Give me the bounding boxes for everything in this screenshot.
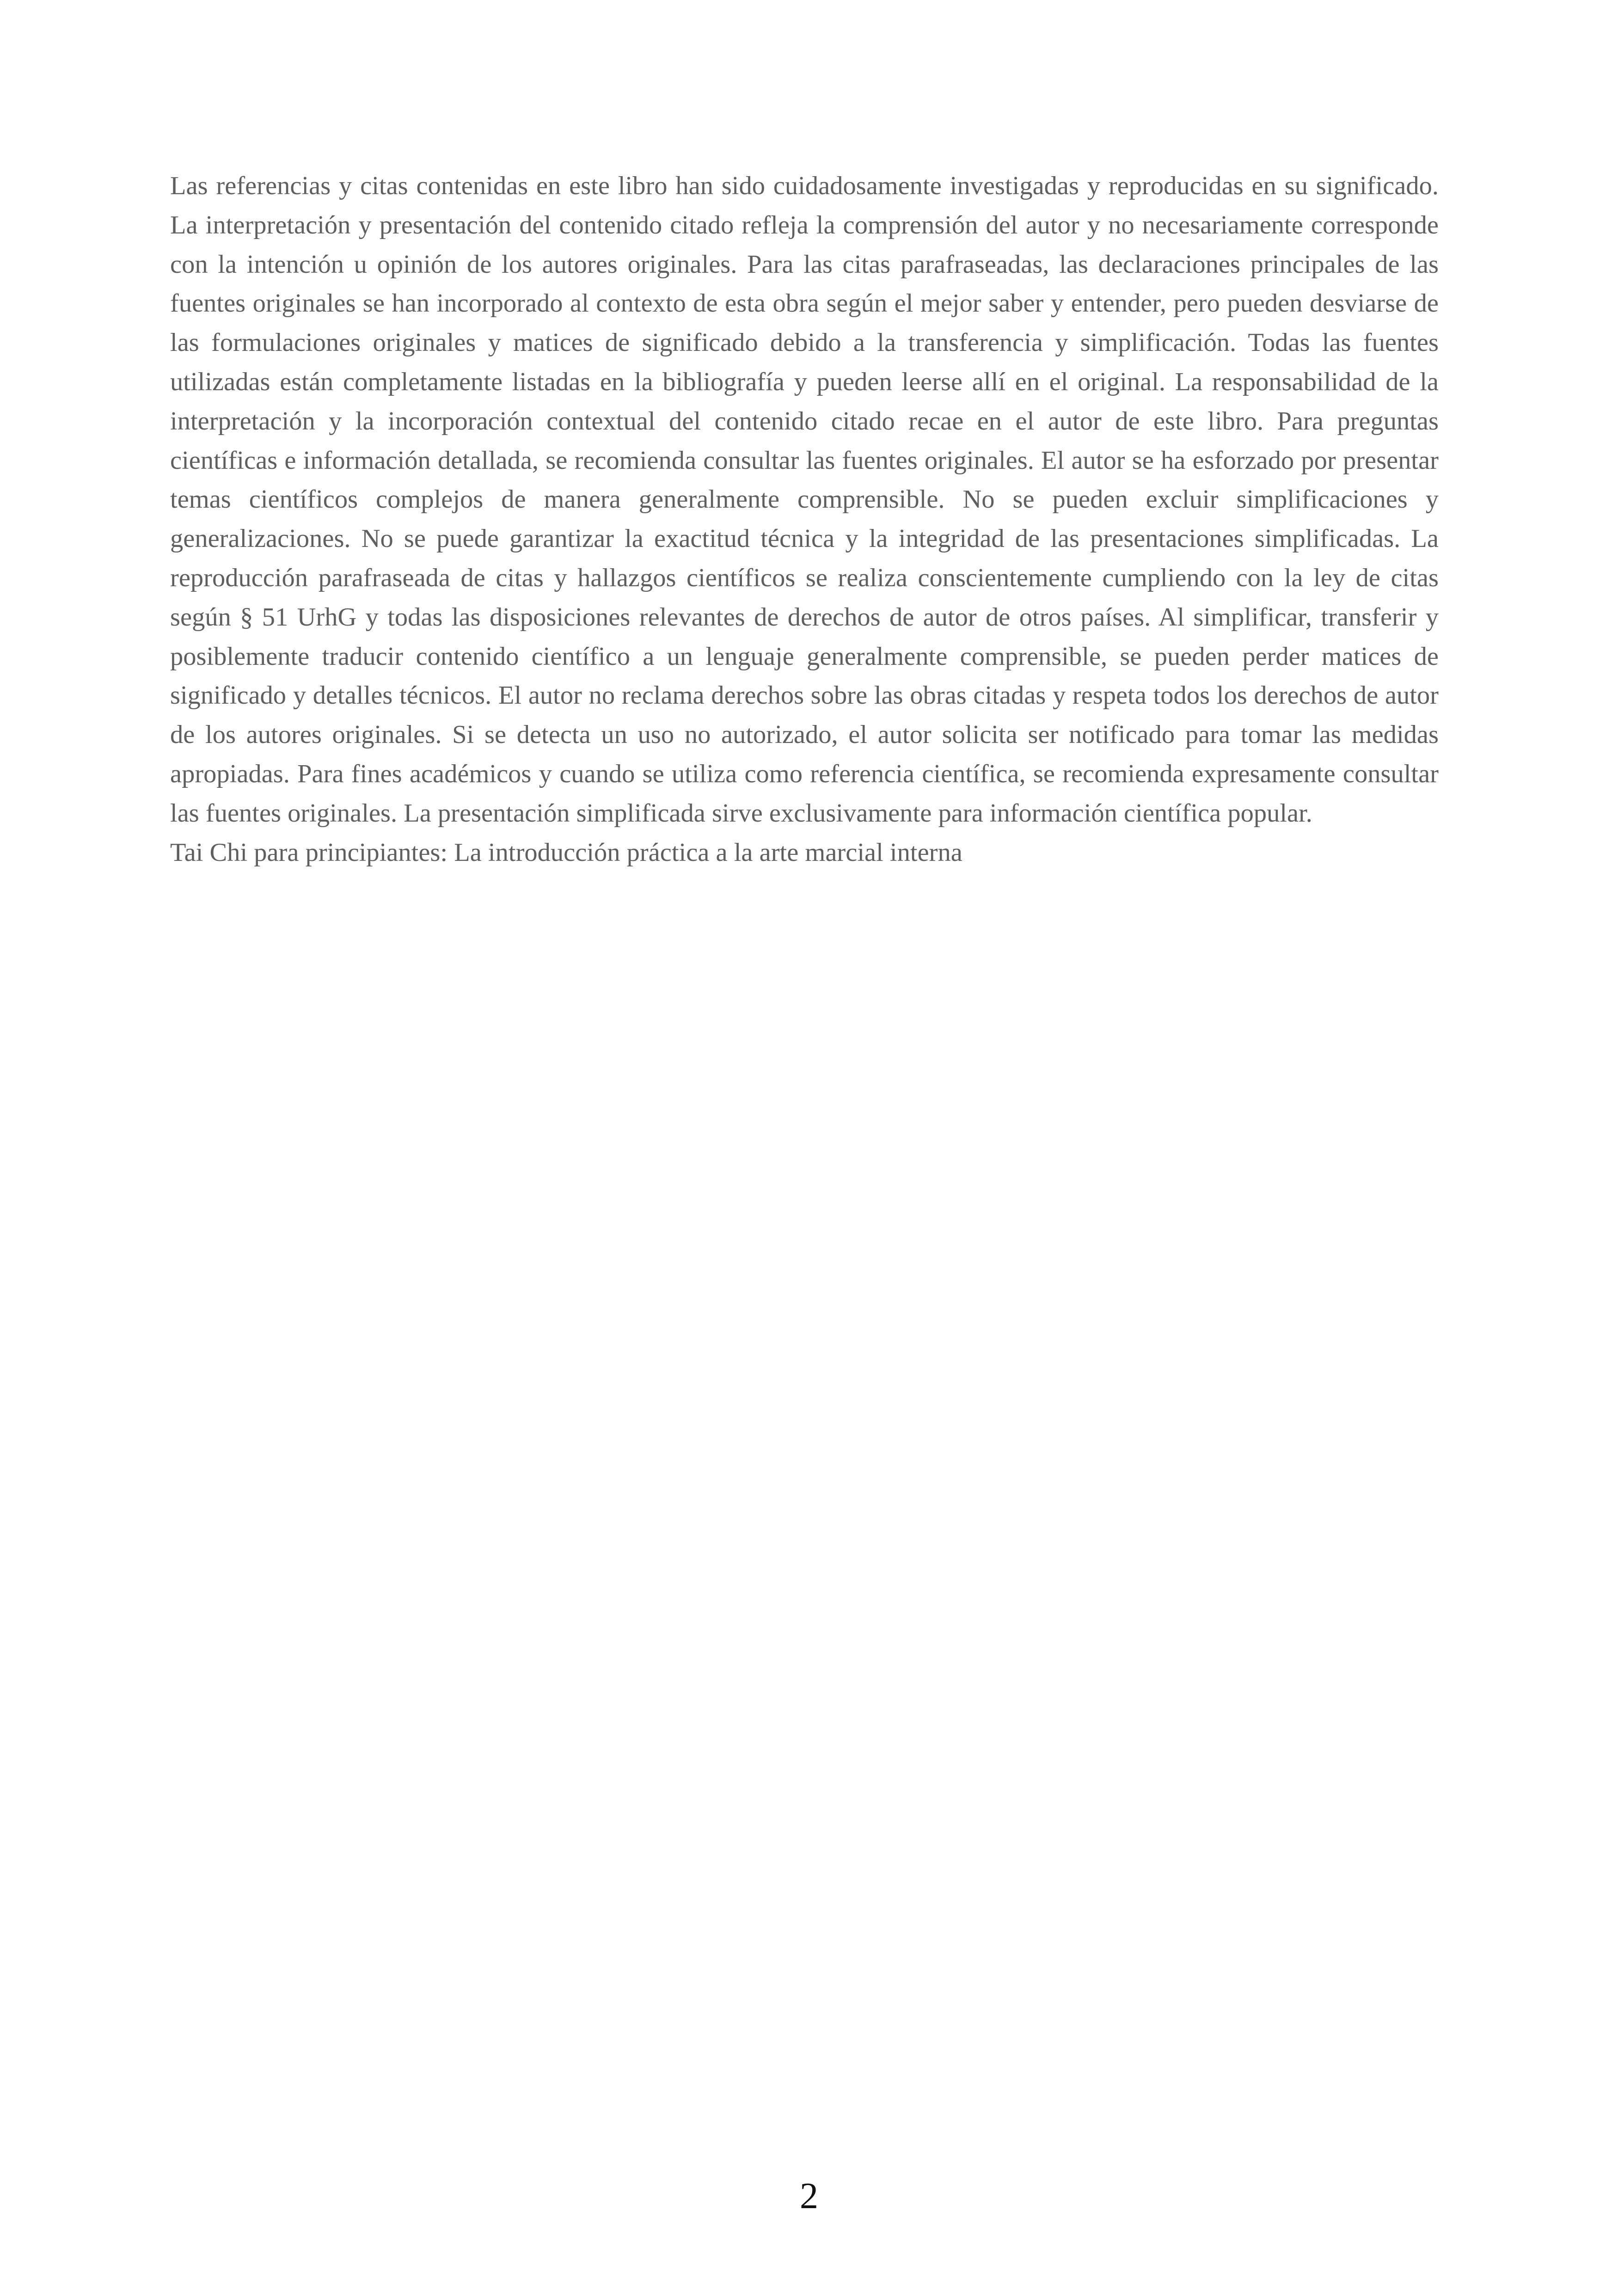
text-block	[170, 166, 1439, 872]
page-number: 2	[800, 2176, 818, 2216]
disclaimer-paragraph: Las referencias y citas contenidas en este libro han sido cuidadosamente investigadas y reproducidas en su significado. La interpretación y presentación del contenido citado refleja la comprensión del autor y no necesariamente corresponde con la intención u opinión de los autores originales. Para las citas parafraseadas, las declaraciones principales de las fuentes originales se han incorporado al contexto de esta obra según el mejor saber y entender, pero pueden desviarse de las formulaciones originales y matices de significado debido a la transferencia y simplificación. Todas las fuentes utilizadas están completamente listadas en la bibliografía y pueden leerse allí en el original. La responsabilidad de la interpretación y la incorporación contextual del contenido citado recae en el autor de este libro. Para preguntas científicas e información detallada, se recomienda consultar las fuentes originales. El autor se ha esforzado por presentar temas científicos complejos de manera generalmente comprensible. No se pueden excluir simplificaciones y generalizaciones. No se puede garantizar la exactitud técnica y la integridad de las presentaciones simplificadas. La reproducción parafraseada de citas y hallazgos científicos se realiza conscientemente cumpliendo con la ley de citas según § 51 UrhG y todas las disposiciones relevantes de derechos de autor de otros países. Al simplificar, transferir y posiblemente traducir contenido científico a un lenguaje generalmente comprensible, se pueden perder matices de significado y detalles técnicos. El autor no reclama derechos sobre las obras citadas y respeta todos los derechos de autor de los autores originales. Si se detecta un uso no autorizado, el autor solicita ser notificado para tomar las medidas apropiadas. Para fines académicos y cuando se utiliza como referencia científica, se recomienda expresamente consultar las fuentes originales. La presentación simplificada sirve exclusivamente para información científica popular.	[170, 172, 1439, 828]
book-title-line: Tai Chi para principiantes: La introducción práctica a la arte marcial interna	[170, 838, 962, 867]
